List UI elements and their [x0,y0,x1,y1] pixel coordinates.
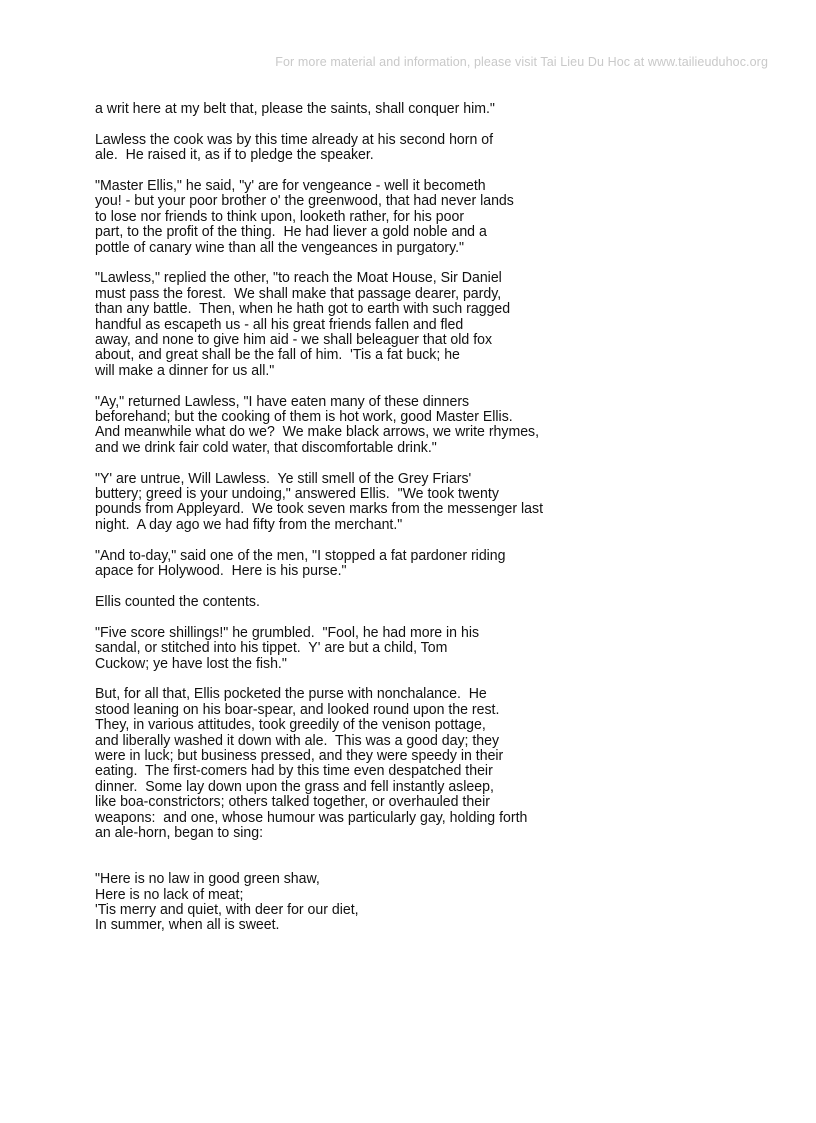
text-line: about, and great shall be the fall of him. 'Tis a fat buck; he [95,346,460,364]
text-line: buttery; greed is your undoing," answered Ellis. "We took twenty [95,485,499,503]
paragraph [95,132,727,163]
text-line: "Lawless," replied the other, "to reach the Moat House, Sir Daniel [95,269,502,287]
text-line: must pass the forest. We shall make that passage dearer, pardy, [95,284,502,302]
page-header-notice: For more material and information, please visit Tai Lieu Du Hoc at www.tailieuduhoc.org [275,55,768,69]
text-line: ale. He raised it, as if to pledge the speaker. [95,146,374,164]
text-line: stood leaning on his boar-spear, and looked round upon the rest. [95,700,500,718]
text-line: apace for Holywood. Here is his purse." [95,562,347,580]
verse-stanza [95,871,727,933]
text-line: to lose nor friends to think upon, looketh rather, for his poor [95,207,465,225]
text-line: "Y' are untrue, Will Lawless. Ye still smell of the Grey Friars' [95,469,472,487]
text-line: a writ here at my belt that, please the saints, shall conquer him." [95,100,495,117]
paragraph [95,548,727,579]
text-line: But, for all that, Ellis pocketed the purse with nonchalance. He [95,685,487,703]
paragraph [95,625,727,671]
paragraph [95,270,727,378]
text-line: you! - but your poor brother o' the greenwood, that had never lands [95,192,514,210]
paragraph [95,686,727,840]
text-line: Ellis counted the contents. [95,592,260,610]
paragraph [95,471,727,533]
text-line: Cuckow; ye have lost the fish." [95,654,287,672]
verse-line: "Here is no law in good green shaw, [95,870,320,888]
text-line: part, to the profit of the thing. He had liever a gold noble and a [95,223,487,241]
text-line: "Ay," returned Lawless, "I have eaten many of these dinners [95,392,470,410]
text-line: "Five score shillings!" he grumbled. "Fool, he had more in his [95,623,480,641]
paragraph [95,394,727,456]
text-line: pounds from Appleyard. We took seven marks from the messenger last [95,500,544,518]
verse-line: Here is no lack of meat; [95,885,244,903]
text-line: And meanwhile what do we? We make black arrows, we write rhymes, [95,423,540,441]
text-line: eating. The first-comers had by this time even despatched their [95,762,493,780]
text-line: an ale-horn, began to sing: [95,823,264,841]
text-line: weapons: and one, whose humour was particularly gay, holding forth [95,808,528,826]
verse-line: In summer, when all is sweet. [95,916,280,934]
verse-line: 'Tis merry and quiet, with deer for our diet, [95,900,359,918]
text-line: handful as escapeth us - all his great friends fallen and fled [95,315,464,333]
paragraph [95,178,727,255]
text-line: and we drink fair cold water, that discomfortable drink." [95,438,437,456]
text-line: away, and none to give him aid - we shall beleaguer that old fox [95,331,493,349]
text-line: Lawless the cook was by this time already at his second horn of [95,130,494,148]
paragraph [95,594,727,609]
text-line: pottle of canary wine than all the vengeances in purgatory." [95,238,465,256]
text-line: They, in various attitudes, took greedily of the venison pottage, [95,716,486,734]
text-line: "And to-day," said one of the men, "I stopped a fat pardoner riding [95,546,506,564]
stanza-spacer [95,856,727,871]
text-line: were in luck; but business pressed, and they were speedy in their [95,746,504,764]
text-line: than any battle. Then, when he hath got to earth with such ragged [95,300,511,318]
text-line: will make a dinner for us all." [95,361,275,379]
document-body [95,101,727,948]
paragraph [95,101,727,116]
text-line: and liberally washed it down with ale. This was a good day; they [95,731,500,749]
text-line: night. A day ago we had fifty from the merchant." [95,515,403,533]
text-line: like boa-constrictors; others talked together, or overhauled their [95,793,490,811]
text-line: beforehand; but the cooking of them is hot work, good Master Ellis. [95,408,513,426]
text-line: dinner. Some lay down upon the grass and fell instantly asleep, [95,777,494,795]
text-line: "Master Ellis," he said, "y' are for vengeance - well it becometh [95,177,486,194]
text-line: sandal, or stitched into his tippet. Y' are but a child, Tom [95,639,448,657]
